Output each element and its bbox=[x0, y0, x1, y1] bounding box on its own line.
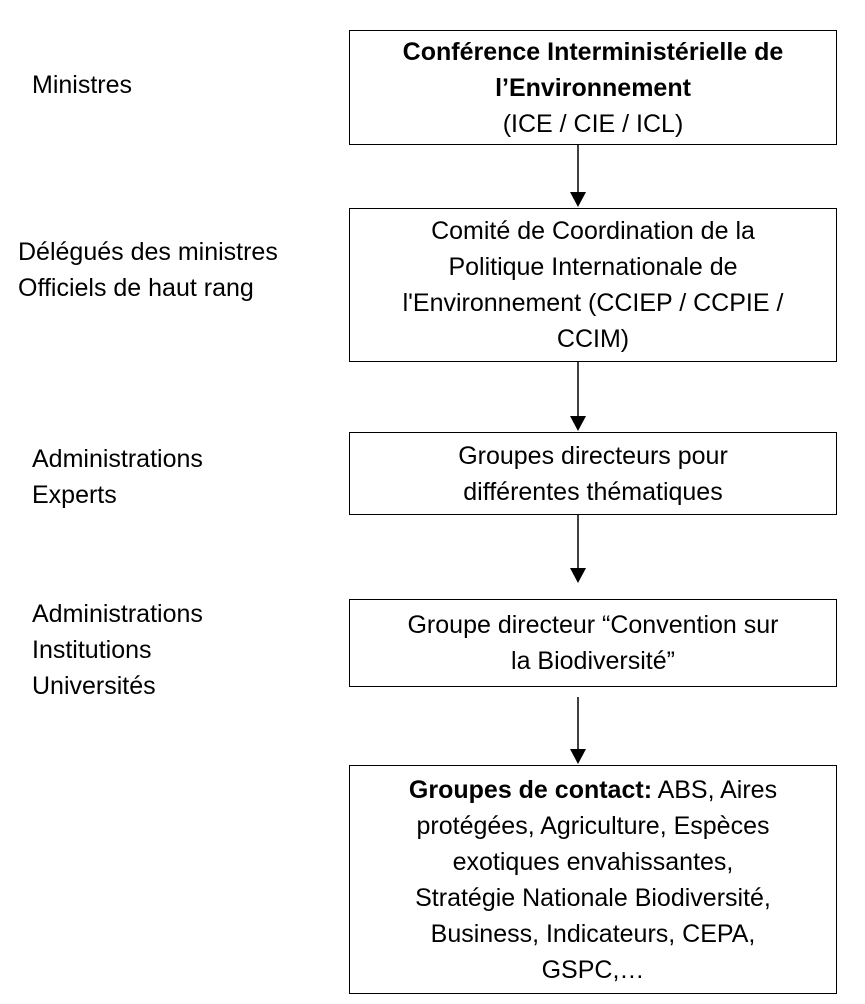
level-label-line: Délégués des ministres bbox=[18, 238, 278, 266]
box-text-line: Groupe directeur “Convention sur bbox=[407, 611, 779, 639]
arrow-groupes-to-cbd bbox=[570, 515, 586, 583]
level-label-line: Administrations bbox=[32, 600, 203, 628]
box-text-line: différentes thématiques bbox=[463, 477, 723, 506]
box-text-line: CCIM) bbox=[556, 325, 630, 353]
arrow-cbd-to-contact bbox=[570, 697, 586, 764]
level-label-line: Administrations bbox=[32, 445, 203, 473]
box-text-line: GSPC,… bbox=[541, 955, 645, 984]
level-label-line: Universités bbox=[32, 672, 156, 700]
level-label-ministres: Ministres bbox=[32, 71, 133, 99]
level-label-line: Institutions bbox=[32, 636, 152, 664]
box-text-line: Politique Internationale de bbox=[448, 253, 738, 281]
contact-bold-prefix: Groupes de contact: bbox=[408, 775, 653, 804]
level-label-line: Experts bbox=[32, 481, 117, 509]
arrow-cciep-to-groupes bbox=[570, 362, 586, 431]
box-text-line: la Biodiversité” bbox=[511, 647, 675, 675]
box-text-line: Stratégie Nationale Biodiversité, bbox=[415, 883, 771, 912]
contact-line1-rest: ABS, Aires bbox=[652, 775, 778, 804]
box-text-line: Business, Indicateurs, CEPA, bbox=[430, 919, 756, 948]
box-text-line: exotiques envahissantes, bbox=[452, 847, 734, 876]
arrow-ice-to-cciep bbox=[570, 145, 586, 207]
box-text-line: Groupes directeurs pour bbox=[458, 441, 728, 470]
box-text-line: protégées, Agriculture, Espèces bbox=[416, 811, 770, 840]
box-ice-title: l’Environnement bbox=[495, 73, 691, 102]
box-ice-subtitle: (ICE / CIE / ICL) bbox=[502, 109, 684, 138]
level-label-line: Officiels de haut rang bbox=[18, 274, 254, 302]
box-ice-title: Conférence Interministérielle de bbox=[402, 37, 784, 66]
box-text-line: Comité de Coordination de la bbox=[431, 217, 755, 245]
box-text-line: l'Environnement (CCIEP / CCPIE / bbox=[402, 289, 784, 317]
